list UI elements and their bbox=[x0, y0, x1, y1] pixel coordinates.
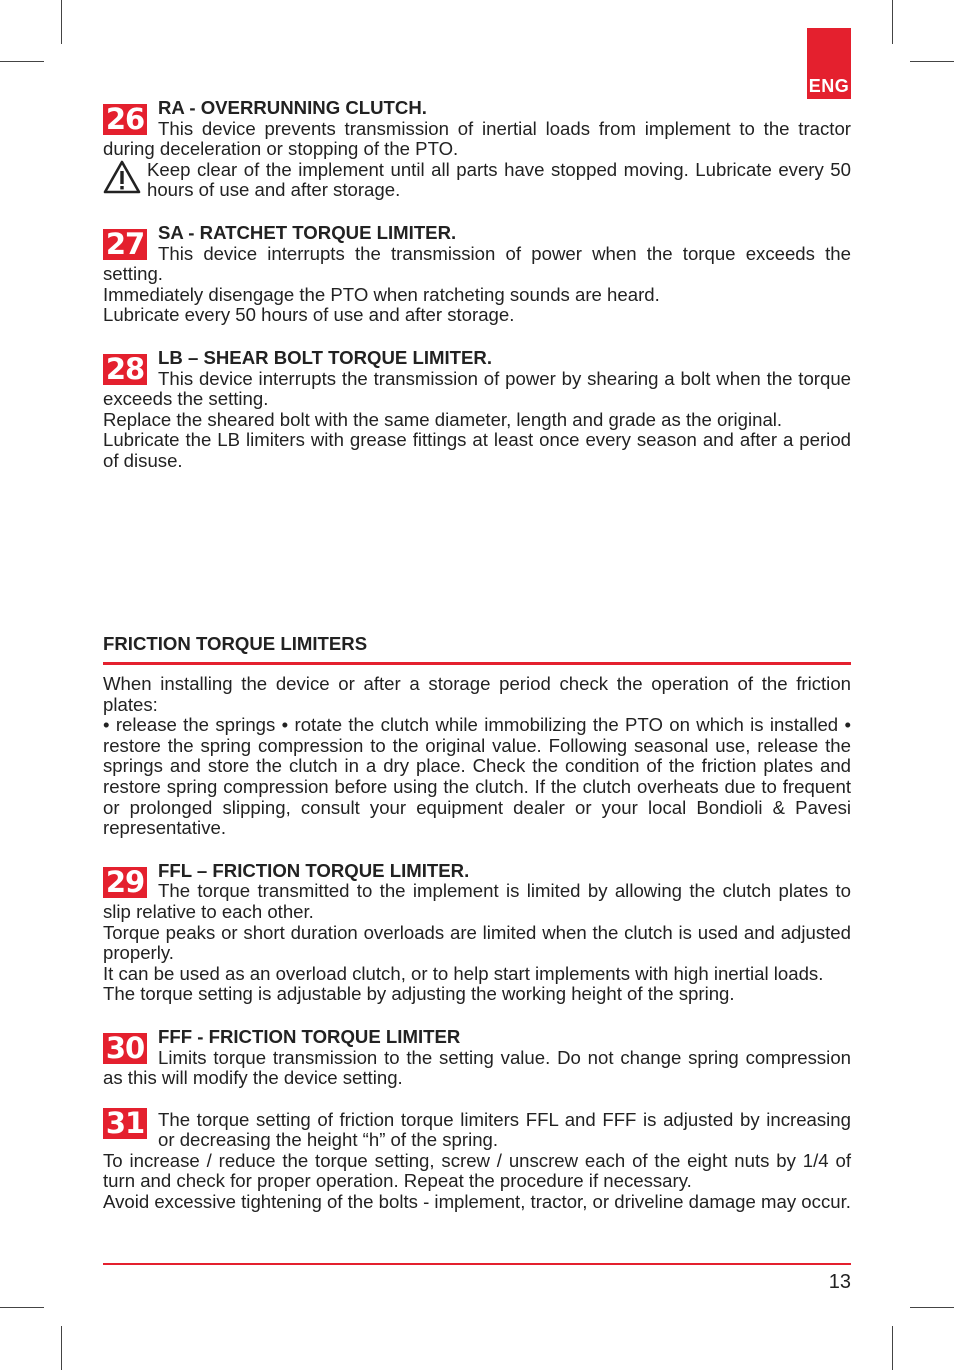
page-number: 13 bbox=[828, 1271, 851, 1293]
section-27 bbox=[103, 222, 851, 326]
section-28 bbox=[103, 347, 851, 472]
section-number-badge: 30 bbox=[103, 1033, 147, 1064]
section-title: LB – SHEAR BOLT TORQUE LIMITER. bbox=[158, 346, 493, 368]
section-26 bbox=[103, 97, 851, 201]
section-paragraph: Torque peaks or short duration overloads are limited when the clutch is used and adjusted properly. bbox=[103, 921, 851, 964]
language-tab: ENG bbox=[807, 28, 851, 99]
intro-paragraph: When installing the device or after a storage period check the operation of the friction plates: bbox=[103, 673, 851, 715]
warning-row bbox=[103, 160, 851, 201]
section-paragraph: This device prevents transmission of inertial loads from implement to the tractor during deceleration or stopping of the PTO. bbox=[103, 117, 851, 160]
section-title: FFL – FRICTION TORQUE LIMITER. bbox=[158, 859, 470, 881]
crop-mark bbox=[910, 1307, 954, 1308]
section-number-badge: 26 bbox=[103, 104, 147, 135]
section-paragraph: To increase / reduce the torque setting, screw / unscrew each of the eight nuts by 1/4 of turn and check for proper operation. Repeat the procedure if necessary. bbox=[103, 1149, 851, 1192]
section-paragraph: Lubricate the LB limiters with grease fittings at least once every season and after a period of disuse. bbox=[103, 429, 851, 471]
section-paragraph: The torque transmitted to the implement is limited by allowing the clutch plates to slip relative to each other. bbox=[103, 880, 851, 922]
crop-mark bbox=[892, 0, 893, 44]
section-paragraph: The torque setting of friction torque limiters FFL and FFF is adjusted by increasing or decreasing the height “h” of the spring. bbox=[158, 1108, 851, 1151]
section-29 bbox=[103, 860, 851, 1005]
heading-rule bbox=[103, 662, 851, 665]
section-paragraph: This device interrupts the transmission of power by shearing a bolt when the torque exceeds the setting. bbox=[103, 367, 851, 410]
section-number-badge: 27 bbox=[103, 229, 147, 260]
section-30 bbox=[103, 1026, 851, 1089]
crop-mark bbox=[0, 61, 44, 62]
section-paragraph: The torque setting is adjustable by adjusting the working height of the spring. bbox=[103, 983, 735, 1005]
section-31 bbox=[103, 1105, 851, 1213]
section-paragraph: Avoid excessive tightening of the bolts - implement, tractor, or driveline damage may occur. bbox=[103, 1191, 851, 1213]
section-paragraph: This device interrupts the transmission of power when the torque exceeds the setting. bbox=[103, 242, 851, 285]
section-paragraph: Immediately disengage the PTO when ratcheting sounds are heard. bbox=[103, 283, 660, 305]
friction-section-heading: FRICTION TORQUE LIMITERS bbox=[103, 633, 368, 654]
section-paragraph: Lubricate every 50 hours of use and after storage. bbox=[103, 304, 515, 326]
crop-mark bbox=[892, 1326, 893, 1370]
section-paragraph: Limits torque transmission to the setting value. Do not change spring compression as this will modify the device setting. bbox=[103, 1046, 851, 1089]
section-paragraph: It can be used as an overload clutch, or to help start implements with high inertial loads. bbox=[103, 962, 824, 984]
footer-rule bbox=[103, 1263, 851, 1265]
section-title: RA - OVERRUNNING CLUTCH. bbox=[158, 97, 427, 118]
top-sections bbox=[103, 97, 851, 472]
crop-mark bbox=[61, 1326, 62, 1370]
section-number-badge: 29 bbox=[103, 867, 147, 898]
section-title: SA - RATCHET TORQUE LIMITER. bbox=[158, 221, 457, 243]
section-number-badge: 31 bbox=[103, 1108, 147, 1139]
crop-mark bbox=[61, 0, 62, 44]
warning-icon bbox=[103, 160, 141, 194]
section-number-badge: 28 bbox=[103, 354, 147, 385]
warning-text: Keep clear of the implement until all parts have stopped moving. Lubricate every 50 hours of use and after storage. bbox=[147, 159, 851, 201]
crop-mark bbox=[910, 61, 954, 62]
crop-mark bbox=[0, 1307, 44, 1308]
bottom-sections bbox=[103, 674, 851, 1213]
friction-intro bbox=[103, 674, 851, 839]
section-title: FFF - FRICTION TORQUE LIMITER bbox=[158, 1025, 461, 1047]
section-paragraph: Replace the sheared bolt with the same diameter, length and grade as the original. bbox=[103, 408, 783, 430]
intro-paragraph: • release the springs • rotate the clutch while immobilizing the PTO on which is installed • restore the spring compression to the original value. Following seasonal use, release the springs and store the clutch in a dry place. Check the condition of the friction plates and restore spring compression before using the clutch. If the clutch overheats due to frequent or prolonged slipping, consult your equipment dealer or your local Bondioli & Pavesi representative. bbox=[103, 714, 851, 839]
